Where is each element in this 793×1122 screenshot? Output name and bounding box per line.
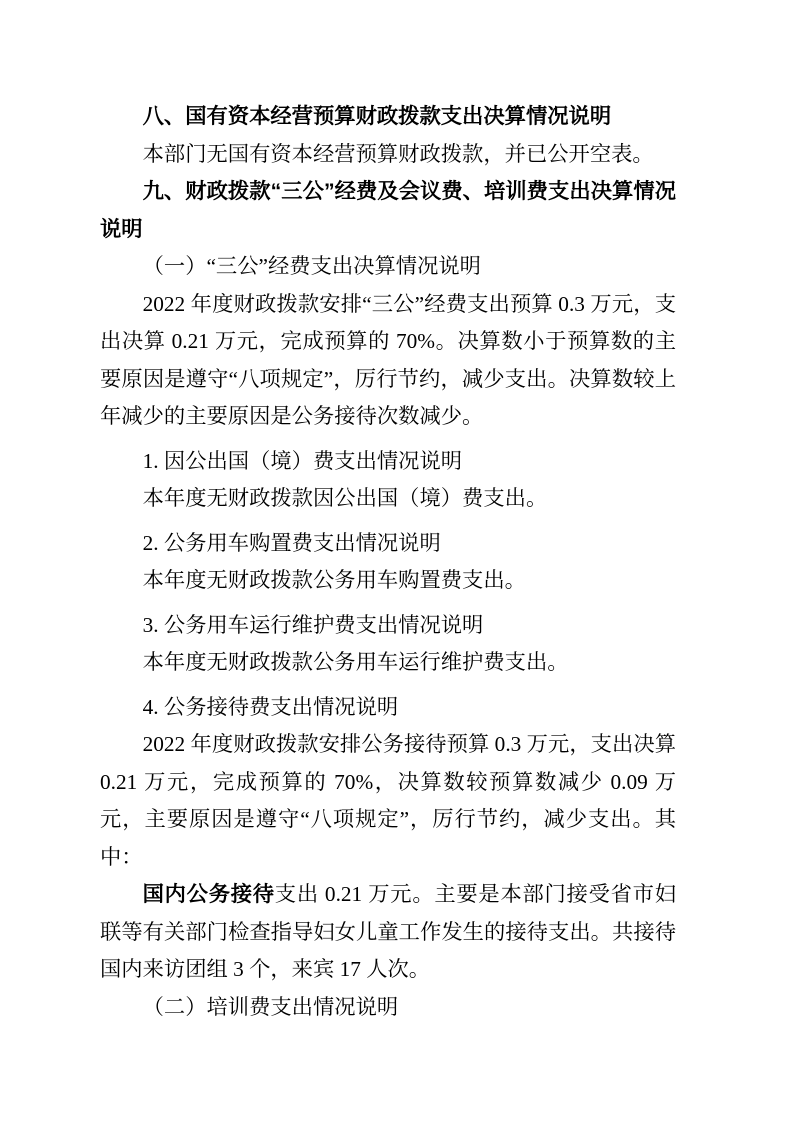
subsection-one-body: 2022 年度财政拨款安排“三公”经费支出预算 0.3 万元，支出决算 0.21 万元，完成预算的 70%。决算数小于预算数的主要原因是遵守“八项规定”，厉行节约，减少支出。决算数较上年减少的主要原因是公务接待次数减少。 <box>100 291 676 428</box>
bold-lead-text: 国内公务接待 <box>142 882 275 906</box>
item-1-body: 本年度无财政拨款因公出国（境）费支出。 <box>142 486 548 510</box>
section-viii-heading: 八、国有资本经营预算财政拨款支出决算情况说明 <box>142 104 612 128</box>
item-4-body: 2022 年度财政拨款安排公务接待预算 0.3 万元，支出决算 0.21 万元，完成预算的 70%，决算数较预算数减少 0.09 万元，主要原因是遵守“八项规定”，厉行节约，减少支出。其中： <box>100 732 676 869</box>
subsection-two-heading: （二）培训费支出情况说明 <box>142 994 399 1019</box>
item-1-heading: 1. 因公出国（境）费支出情况说明 <box>142 448 463 473</box>
item-3-heading: 3. 公务用车运行维护费支出情况说明 <box>142 612 484 637</box>
section-ix-heading: 九、财政拨款“三公”经费及会议费、培训费支出决算情况说明 <box>100 179 676 241</box>
item-3-body: 本年度无财政拨款公务用车运行维护费支出。 <box>142 650 569 674</box>
paragraph-text: 支出 0.21 万元。主要是本部门接受省市妇联等有关部门检查指导妇女儿童工作发生的接待支出。共接待国内来访团组 3 个，来宾 17 人次。 <box>100 882 676 981</box>
item-4-heading: 4. 公务接待费支出情况说明 <box>142 694 399 719</box>
domestic-reception-body <box>100 876 676 989</box>
section-viii-body: 本部门无国有资本经营预算财政拨款，并已公开空表。 <box>142 141 654 166</box>
item-2-heading: 2. 公务用车购置费支出情况说明 <box>142 530 441 555</box>
document-body <box>100 98 676 1026</box>
item-2-body: 本年度无财政拨款公务用车购置费支出。 <box>142 568 526 592</box>
subsection-one-heading: （一）“三公”经费支出决算情况说明 <box>142 254 481 278</box>
